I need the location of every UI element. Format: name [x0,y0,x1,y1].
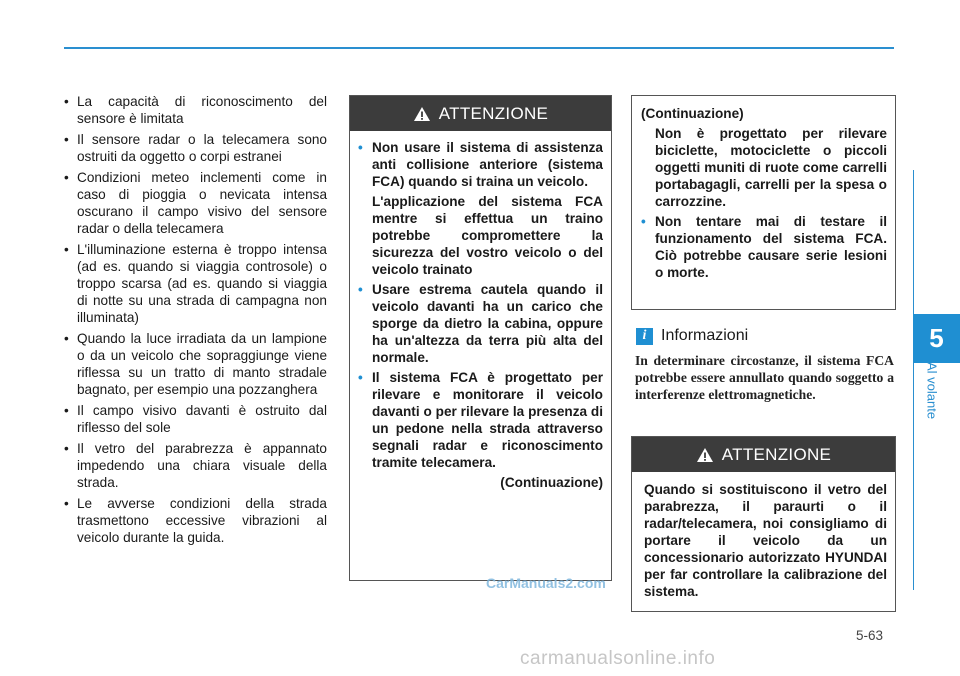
warning-title: ATTENZIONE [721,444,832,464]
warning-item: • Usare estrema cautela quando il veicolo davanti ha un carico che sporge da dietro la cabina, oppure ha un'altezza da terra più alta del normale. [358,282,603,365]
continued-label: (Continuazione) [641,106,744,121]
bullet-icon: • [64,331,69,346]
bullet-icon: • [64,242,69,257]
conditions-list [62,93,327,546]
right-margin-rule [913,170,914,590]
bullet-icon: • [64,403,69,418]
warning-triangle-icon [696,447,714,463]
conditions-list-column [62,93,327,550]
top-rule [64,47,894,49]
list-item: • Le avverse condizioni della strada trasmettono eccessive vibrazioni al veicolo durante la guida. [64,496,327,545]
bullet-icon: • [358,282,363,297]
warning-header [350,96,611,131]
warning-paragraph: Non è progettato per rilevare biciclette, motociclette o piccoli oggetti muniti di ruote come carrelli portabagagli, carrelli per la spesa o carrozzine. [655,126,887,209]
info-text: In determinare circostanze, il sistema FCA potrebbe essere annullato quando soggetto a interferenze elettromagnetiche. [635,353,894,402]
warning-header [632,437,895,472]
chapter-tab[interactable]: 5 [913,314,960,363]
watermark-link[interactable]: CarManuals2.com [486,575,606,591]
warning-body [350,131,611,491]
warning-box-fca-towing [349,95,612,581]
bullet-icon: • [641,214,646,229]
bullet-icon: • [64,441,69,456]
warning-item: • Non tentare mai di testare il funzionamento del sistema FCA. Ciò potrebbe causare serie lesioni o morte. [641,214,887,280]
bullet-icon: • [64,132,69,147]
warning-box-windshield [631,436,896,612]
footer-site-link[interactable]: carmanualsonline.info [520,648,716,669]
info-heading [636,327,748,345]
list-item: • Il campo visivo davanti è ostruito dal riflesso del sole [64,403,327,435]
warning-body [632,96,895,281]
list-item: • Il sensore radar o la telecamera sono ostruiti da oggetto o corpi estranei [64,132,327,164]
page-number: 5-63 [856,628,884,643]
warning-box-continuation [631,95,896,310]
info-title: Informazioni [661,327,749,344]
warning-triangle-icon [413,106,431,122]
list-item: • La capacità di riconoscimento del sensore è limitata [64,94,327,126]
bullet-icon: • [358,140,363,155]
list-item: • L'illuminazione esterna è troppo intensa (ad es. quando si viaggia controsole) o troppo scarsa (ad es. quando si viaggia di notte su una strada di campagna non illuminata) [64,242,327,325]
list-item: • Condizioni meteo inclementi come in caso di pioggia o nevicata intensa oscurano il campo visivo del sensore radar o della telecamera [64,170,327,236]
continued-label: (Continuazione) [500,475,603,490]
warning-title: ATTENZIONE [438,103,549,123]
info-icon: i [636,328,653,345]
warning-body: Quando si sostituiscono il vetro del parabrezza, il paraurti o il radar/telecamera, noi consigliamo di portare il veicolo da un concessionario autorizzato HYUNDAI per far controllare la calibrazione del sistema. [644,482,887,599]
list-item: • Il vetro del parabrezza è appannato impedendo una chiara visuale della strada. [64,441,327,490]
bullet-icon: • [64,170,69,185]
bullet-icon: • [64,94,69,109]
list-item: • Quando la luce irradiata da un lampione o da un veicolo che sopraggiunge viene riflessa su un tratto di manto stradale bagnato, per esempio una pozzanghera [64,331,327,397]
chapter-title: Al volante [924,362,940,420]
bullet-icon: • [358,370,363,385]
bullet-icon: • [64,496,69,511]
warning-item: • Il sistema FCA è progettato per rilevare e monitorare il veicolo davanti o per rilevare la presenza di un pedone nella strada attraverso segnali radar e riconoscimento tramite telecamera. [358,370,603,470]
warning-paragraph: L'applicazione del sistema FCA mentre si effettua un traino potrebbe compromettere la sicurezza del vostro veicolo o del veicolo trainato [372,194,603,277]
warning-item: • Non usare il sistema di assistenza anti collisione anteriore (sistema FCA) quando si traina un veicolo. [358,140,603,189]
